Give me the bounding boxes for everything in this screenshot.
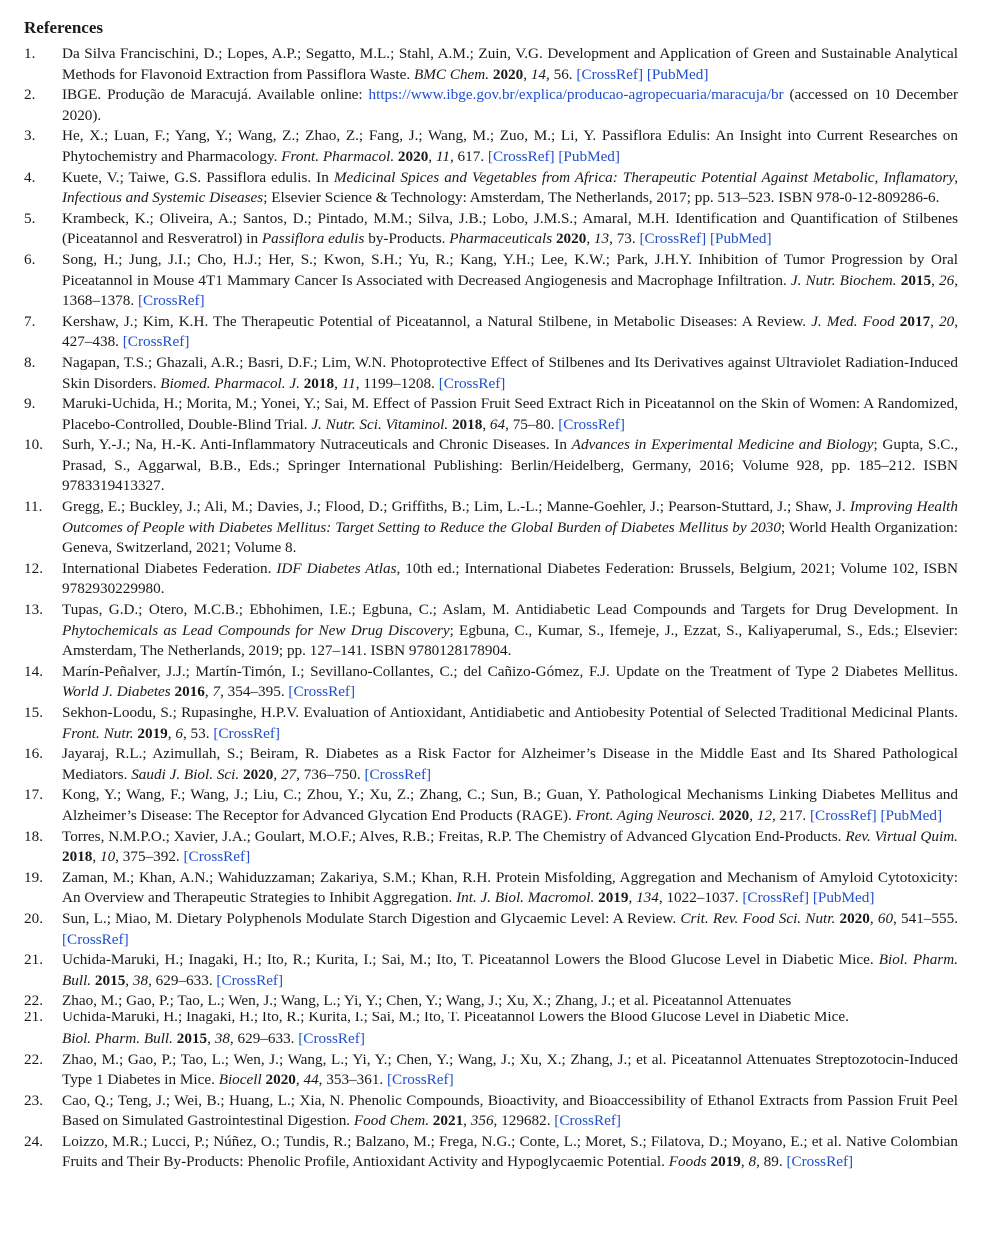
reference-item — [24, 662, 958, 703]
references-page — [24, 17, 958, 1173]
year-text: 2018 — [303, 374, 335, 392]
reference-text — [62, 1029, 958, 1050]
text-span: Kershaw, J.; Kim, K.H. The Therapeutic Potential of Piceatannol, a Natural Stilbene, in Metabolic Diseases: A Review. — [62, 312, 812, 330]
reference-number: 13. — [24, 601, 43, 619]
reference-number: 21. — [24, 951, 43, 969]
reference-item — [24, 827, 958, 868]
italic-text: 13 — [593, 230, 610, 248]
crossref-link[interactable]: [CrossRef] — [62, 930, 129, 948]
text-span: Kong, Y.; Wang, F.; Wang, J.; Liu, C.; Zhou, Y.; Xu, Z.; Zhang, C.; Sun, B.; Guan, Y. Pathological Mechanisms Linking Diabetes Mellitus and Alzheimer’s Disease: The Receptor for Advanced Glycation End Products (RAGE). — [62, 786, 958, 824]
reference-number: 10. — [24, 436, 43, 454]
text-span: , — [125, 971, 133, 989]
year-text: 2019 — [137, 724, 168, 742]
text-span: Kuete, V.; Taiwe, G.S. Passiflora edulis. In — [62, 168, 334, 186]
crossref-link[interactable]: [CrossRef] — [122, 333, 190, 351]
italic-text: IDF Diabetes Atlas — [276, 559, 397, 577]
reference-item — [24, 703, 958, 744]
text-span: , 53. — [182, 724, 214, 742]
text-span: , 1199–1208. — [355, 374, 439, 392]
crossref-link[interactable]: [CrossRef] — [487, 147, 555, 165]
text-span: He, X.; Luan, F.; Yang, Y.; Wang, Z.; Zhao, Z.; Fang, J.; Wang, M.; Zuo, M.; Li, Y. Passiflora Edulis: An Insight into Current Researches on Phytochemistry and Pharmacology. — [62, 127, 958, 165]
italic-text: Improving Health Outcomes of People with Diabetes Mellitus: Target Setting to Reduce the Global Burden of Diabetes Mellitus by 2030 — [62, 498, 958, 536]
italic-text: 38 — [132, 971, 149, 989]
italic-text: Phytochemicals as Lead Compounds for New Drug Discovery — [62, 621, 450, 639]
text-span: , — [92, 848, 100, 866]
reference-text — [62, 312, 958, 353]
italic-text: 14 — [530, 65, 547, 83]
year-text: 2015 — [94, 971, 126, 989]
reference-number — [24, 1029, 62, 1050]
reference-item — [24, 85, 958, 126]
text-span: Zhao, M.; Gao, P.; Tao, L.; Wen, J.; Wang, L.; Yi, Y.; Chen, Y.; Wang, J.; Xu, X.; Zhang, J.; et al. Piceatannol Attenuates — [62, 992, 792, 1010]
text-span: Sun, L.; Miao, M. Dietary Polyphenols Modulate Starch Digestion and Glycaemic Level: A Review. — [62, 909, 681, 927]
reference-number: 6. — [24, 250, 36, 268]
reference-item — [24, 1132, 958, 1173]
reference-item — [24, 744, 958, 785]
reference-item — [24, 909, 958, 950]
text-span: , — [428, 147, 436, 165]
text-span: , 73. — [609, 230, 640, 248]
reference-item — [24, 497, 958, 559]
year-text: 2017 — [899, 312, 931, 330]
reference-number: 1. — [24, 45, 36, 62]
reference-item — [24, 353, 958, 394]
reference-text — [62, 950, 958, 991]
italic-text: 20 — [939, 312, 955, 330]
reference-item — [24, 950, 958, 991]
text-span: Da Silva Francischini, D.; Lopes, A.P.; Segatto, M.L.; Stahl, A.M.; Zuin, V.G. Development and Application of Green and Sustainable Analytical Methods for Flavonoid Extraction from Passiflora Waste. — [62, 45, 958, 83]
year-text: 2018 — [62, 848, 93, 866]
reference-number: 20. — [24, 909, 43, 927]
italic-text: Medicinal Spices and Vegetables from Africa: Therapeutic Potential Against Metabolic, Inflamatory, Infectious and Systemic Diseases — [62, 168, 958, 207]
text-span: , — [740, 1153, 749, 1171]
crossref-link[interactable]: [CrossRef] — [364, 765, 432, 783]
reference-text — [62, 126, 958, 167]
text-span: Maruki-Uchida, H.; Morita, M.; Yonei, Y.; Sai, M. Effect of Passion Fruit Seed Extract Rich in Piceatannol on the Skin of Women: A Randomized, Placebo-Controlled, Double-Blind Trial. — [62, 395, 958, 433]
text-span: , 353–361. — [318, 1071, 387, 1089]
reference-number: 4. — [24, 168, 36, 186]
reference-item — [24, 1050, 958, 1091]
italic-text: 27 — [280, 765, 297, 783]
text-span: , 375–392. — [115, 848, 184, 866]
reference-text — [62, 827, 958, 868]
reference-text — [62, 353, 958, 394]
text-span: IBGE. Produção de Maracujá. Available online: — [62, 86, 369, 104]
reference-text — [62, 909, 958, 950]
text-span: , 1022–1037. — [658, 889, 743, 907]
reference-item — [24, 312, 958, 353]
italic-text: Crit. Rev. Food Sci. Nutr. — [680, 909, 836, 927]
reference-item — [24, 44, 958, 85]
crossref-link[interactable]: [CrossRef] — [554, 1112, 621, 1130]
text-span: Uchida-Maruki, H.; Inagaki, H.; Ito, R.; Kurita, I.; Sai, M.; Ito, T. Piceatannol Lowers the Blood Glucose Level in Diabetic Mice. — [62, 951, 879, 969]
crossref-link[interactable]: [CrossRef] — [786, 1153, 854, 1171]
text-span: Uchida-Maruki, H.; Inagaki, H.; Ito, R.; Kurita, I.; Sai, M.; Ito, T. Piceatannol Lowers the Blood Glucose Level in Diabetic Mice. — [62, 1011, 849, 1025]
text-span: , — [334, 374, 342, 392]
reference-item — [24, 1029, 958, 1050]
reference-number: 16. — [24, 745, 43, 763]
reference-text — [62, 435, 958, 497]
text-span: ; Egbuna, C., Kumar, S., Ifemeje, J., Ezzat, S., Kaliyaperumal, S., Eds.; Elsevier: Amsterdam, The Netherlands, 2019; pp. 127–141. ISBN 9780128178904. — [62, 621, 958, 660]
text-span: Sekhon-Loodu, S.; Rupasinghe, H.P.V. Evaluation of Antioxidant, Antidiabetic and Antiobesity Potential of Selected Traditional Medicinal Plants. — [62, 704, 958, 721]
reference-text — [62, 44, 958, 85]
italic-text: Biomed. Pharmacol. J. — [160, 374, 300, 392]
text-span: Gregg, E.; Buckley, J.; Ali, M.; Davies, J.; Flood, D.; Griffiths, B.; Lim, L.-L.; Manne-Goehler, J.; Pearson-Stuttard, J.; Shaw, J. — [62, 498, 850, 516]
text-span: Marín-Peñalver, J.J.; Martín-Timón, I.; Sevillano-Collantes, C.; del Cañizo-Gómez, F.J. Update on the Treatment of Type 2 Diabetes Mellitus. — [62, 662, 958, 680]
italic-text: BMC Chem. — [413, 65, 490, 83]
reference-text — [62, 250, 958, 312]
italic-text: Biol. Pharm. Bull. — [62, 1029, 173, 1047]
italic-text: 134 — [636, 889, 659, 907]
reference-number: 9. — [24, 395, 36, 413]
reference-text — [62, 868, 958, 909]
italic-text: 7 — [212, 683, 221, 701]
reference-text — [62, 600, 958, 662]
italic-text: Front. Pharmacol. — [281, 147, 395, 165]
text-span: , 217. — [772, 806, 810, 824]
text-span: , 56. — [546, 65, 577, 83]
pubmed-link[interactable]: [PubMed] — [709, 230, 772, 248]
year-text: 2020 — [397, 147, 429, 165]
year-text: 2020 — [265, 1071, 296, 1089]
year-text: 2021 — [432, 1112, 464, 1130]
reference-number: 11. — [24, 498, 43, 516]
reference-item — [24, 1091, 958, 1132]
text-span: Krambeck, K.; Oliveira, A.; Santos, D.; Pintado, M.M.; Silva, J.B.; Lobo, J.M.S.; Amaral, M.H. Identification and Quantification of Stilbenes (Piceatannol and Resveratrol) in — [62, 209, 958, 248]
crossref-link[interactable]: [CrossRef] — [438, 374, 506, 392]
references-heading: References — [24, 18, 103, 37]
reference-number: 23. — [24, 1091, 43, 1109]
reference-text — [62, 703, 958, 744]
reference-text — [62, 785, 958, 826]
text-span: , 736–750. — [296, 765, 365, 783]
crossref-link[interactable]: [CrossRef] — [387, 1071, 454, 1089]
reference-number: 22. — [24, 1050, 43, 1068]
crossref-link[interactable]: [CrossRef] — [216, 971, 284, 989]
text-span: Nagapan, T.S.; Ghazali, A.R.; Basri, D.F.; Lim, W.N. Photoprotective Effect of Stilbenes and Its Derivatives against Ultraviolet Radiation-Induced Skin Disorders. — [62, 353, 958, 392]
text-span: , — [586, 230, 594, 248]
italic-text: Foods — [668, 1153, 707, 1171]
text-span: Jayaraj, R.L.; Azimullah, S.; Beiram, R. Diabetes as a Risk Factor for Alzheimer’s Disease in the Middle East and Its Shared Pathological Mediators. — [62, 745, 958, 783]
year-text: 2015 — [176, 1029, 208, 1047]
reference-number: 21. — [24, 1011, 43, 1025]
text-span: Torres, N.M.P.O.; Xavier, J.A.; Goulart, M.O.F.; Alves, R.B.; Freitas, R.P. The Chemistry of Advanced Glycation End-Products. — [62, 827, 846, 845]
italic-text: Saudi J. Biol. Sci. — [131, 765, 240, 783]
text-span: Zaman, M.; Khan, A.N.; Wahiduzzaman; Zakariya, S.M.; Khan, R.H. Protein Misfolding, Aggregation and Mechanism of Amyloid Cytotoxicity: An Overview and Therapeutic Strategies to Inhibit Aggregation. — [62, 868, 958, 907]
reference-list — [24, 44, 958, 1173]
year-text: 2016 — [174, 683, 205, 701]
italic-text: Int. J. Biol. Macromol. — [456, 889, 595, 907]
text-span: , 629–633. — [229, 1029, 299, 1047]
reference-text — [62, 744, 958, 785]
italic-text: 6 — [175, 724, 183, 742]
text-span: ; Gupta, S.C., Prasad, S., Aggarwal, B.B., Eds.; Springer International Publishing: Berlin/Heidelberg, Germany, 2016; Volume 928, pp. 185–212. ISBN 9783319413327. — [62, 436, 959, 495]
italic-text: 356 — [470, 1112, 494, 1130]
text-span: , 354–395. — [220, 683, 289, 701]
text-span: , — [628, 889, 637, 907]
reference-number: 2. — [24, 86, 36, 104]
year-text: 2020 — [718, 806, 750, 824]
crossref-link[interactable]: [CrossRef] — [742, 889, 810, 907]
year-text: 2020 — [839, 909, 870, 927]
reference-number: 15. — [24, 704, 43, 721]
italic-text: J. Nutr. Sci. Vitaminol. — [311, 415, 449, 433]
text-span: , — [463, 1112, 471, 1130]
italic-text: Front. Aging Neurosci. — [575, 806, 716, 824]
reference-item — [24, 559, 958, 600]
italic-text: Rev. Virtual Quim. — [845, 827, 958, 845]
text-span: (accessed on 10 December 2020). — [62, 86, 959, 124]
reference-text — [62, 1132, 958, 1173]
year-text: 2018 — [451, 415, 483, 433]
crossref-link[interactable]: [CrossRef] — [298, 1029, 365, 1047]
text-span: Zhao, M.; Gao, P.; Tao, L.; Wen, J.; Wang, L.; Yi, Y.; Chen, Y.; Wang, J.; Xu, X.; Zhang, J.; et al. Piceatannol Attenuates Streptozotocin-Induced Type 1 Diabetes in Mice. — [62, 1050, 958, 1089]
text-span: , — [931, 271, 940, 289]
reference-text — [62, 497, 958, 559]
reference-text — [62, 1091, 958, 1132]
reference-item — [24, 250, 958, 312]
text-span: ; World Health Organization: Geneva, Switzerland, 2021; Volume 8. — [62, 518, 958, 557]
crossref-link[interactable]: [CrossRef] — [213, 724, 280, 742]
reference-number: 5. — [24, 209, 36, 227]
reference-text — [62, 662, 958, 703]
pubmed-link[interactable]: [PubMed] — [812, 889, 875, 907]
text-span: , — [749, 806, 757, 824]
italic-text: 38 — [214, 1029, 230, 1047]
text-span: , — [869, 909, 878, 927]
reference-text — [62, 168, 958, 209]
italic-text: 11 — [341, 374, 356, 392]
text-span: , — [930, 312, 940, 330]
text-span: Surh, Y.-J.; Na, H.-K. Anti-Inflammatory Nutraceuticals and Chronic Diseases. In — [62, 436, 572, 454]
reference-number: 3. — [24, 127, 36, 145]
reference-item — [24, 785, 958, 826]
reference-item — [24, 394, 958, 435]
text-span: , 75–80. — [505, 415, 559, 433]
reference-number: 8. — [24, 353, 36, 371]
text-span: , — [273, 765, 281, 783]
reference-number: 12. — [24, 559, 43, 577]
text-span: , — [207, 1029, 215, 1047]
crossref-link[interactable]: [CrossRef] — [137, 292, 205, 310]
italic-text: 26 — [939, 271, 955, 289]
reference-text — [62, 991, 958, 1012]
text-span: Cao, Q.; Teng, J.; Wei, B.; Huang, L.; Xia, N. Phenolic Compounds, Bioactivity, and Bioaccessibility of Ethanol Extracts from Passion Fruit Peel Based on Simulated Gastrointestinal Digestion. — [62, 1091, 958, 1130]
reference-item — [24, 126, 958, 167]
year-text: 2020 — [492, 65, 524, 83]
text-span: Loizzo, M.R.; Lucci, P.; Núñez, O.; Tundis, R.; Balzano, M.; Frega, N.G.; Conte, L.; Moret, S.; Filatova, D.; Moyano, E.; et al. Native Colombian Fruits and Their By-Products: Phenolic Profile, Antioxidant Activity and Hypoglycaemic Potential. — [62, 1132, 958, 1171]
italic-text: Biol. Pharm. Bull. — [62, 951, 958, 989]
italic-text: 64 — [489, 415, 506, 433]
reference-item — [24, 991, 958, 1012]
italic-text: Food Chem. — [353, 1112, 429, 1130]
pubmed-link[interactable]: [PubMed] — [646, 65, 709, 83]
italic-text: Advances in Experimental Medicine and Biology — [571, 436, 874, 454]
pubmed-link[interactable]: [PubMed] — [880, 806, 943, 824]
italic-text: Pharmaceuticals — [449, 230, 553, 248]
italic-text: Passiflora edulis — [261, 230, 365, 248]
reference-text — [62, 209, 958, 250]
italic-text: J. Med. Food — [811, 312, 895, 330]
reference-item — [24, 435, 958, 497]
text-span: , 427–438. — [62, 312, 959, 351]
reference-text — [62, 1012, 958, 1028]
text-span: International Diabetes Federation. — [62, 559, 277, 577]
text-span: , 1368–1378. — [62, 271, 959, 310]
text-span: , — [295, 1071, 304, 1089]
year-text: 2015 — [900, 271, 932, 289]
text-span: Song, H.; Jung, J.I.; Cho, H.J.; Her, S.; Kwon, S.H.; Yu, R.; Kang, Y.H.; Lee, K.W.; Park, J.H.Y. Inhibition of Tumor Progression by Oral Piceatannol in Mouse 4T1 Mammary Cancer Is Associated with Decreased Angiogenesis and Macrophage Infiltration. — [62, 250, 958, 289]
pubmed-link[interactable]: [PubMed] — [558, 147, 620, 165]
text-span: , 629–633. — [148, 971, 217, 989]
text-span: , — [482, 415, 490, 433]
year-text: 2019 — [598, 889, 629, 907]
reference-number: 7. — [24, 312, 36, 330]
year-text: 2019 — [710, 1153, 741, 1171]
reference-text — [62, 559, 958, 600]
text-span: Tupas, G.D.; Otero, M.C.B.; Ebhohimen, I.E.; Egbuna, C.; Aslam, M. Antidiabetic Lead Compounds and Targets for Drug Development. In — [62, 601, 958, 619]
text-span: ; Elsevier Science & Technology: Amsterdam, The Netherlands, 2017; pp. 513–523. ISBN 978-0-12-809286-6. — [263, 189, 940, 207]
text-span: , 541–555. — [893, 909, 958, 927]
reference-text — [62, 394, 958, 435]
reference-number: 24. — [24, 1132, 43, 1150]
text-span: , 89. — [756, 1153, 787, 1171]
reference-number: 18. — [24, 827, 43, 845]
year-text: 2020 — [555, 230, 587, 248]
reference-item — [24, 868, 958, 909]
reference-number: 22. — [24, 992, 43, 1010]
italic-text: Biocell — [218, 1071, 262, 1089]
crossref-link[interactable]: [CrossRef] — [288, 683, 356, 701]
reference-item — [24, 1012, 958, 1029]
italic-text: Front. Nutr. — [62, 724, 134, 742]
crossref-link[interactable]: [CrossRef] — [576, 65, 644, 83]
reference-item — [24, 168, 958, 209]
text-span: , — [523, 65, 531, 83]
reference-item — [24, 600, 958, 662]
italic-text: J. Nutr. Biochem. — [790, 271, 897, 289]
crossref-link[interactable]: [CrossRef] — [183, 848, 251, 866]
crossref-link[interactable]: [CrossRef] — [639, 230, 707, 248]
reference-number: 14. — [24, 662, 43, 680]
reference-number: 17. — [24, 786, 43, 804]
text-span: , — [204, 683, 213, 701]
url-link[interactable]: https://www.ibge.gov.br/explica/producao-agropecuaria/maracuja/br — [368, 86, 784, 104]
italic-text: 10 — [99, 848, 116, 866]
italic-text: World J. Diabetes — [62, 683, 171, 701]
text-span: , 10th ed.; International Diabetes Federation: Brussels, Belgium, 2021; Volume 102, ISBN 9782930229980. — [62, 559, 958, 598]
italic-text: 11 — [435, 147, 450, 165]
italic-text: 44 — [303, 1071, 319, 1089]
crossref-link[interactable]: [CrossRef] — [558, 415, 625, 433]
reference-number: 19. — [24, 868, 43, 886]
reference-item — [24, 209, 958, 250]
text-span: , 129682. — [493, 1112, 555, 1130]
italic-text: 12 — [756, 806, 773, 824]
italic-text: 8 — [748, 1153, 757, 1171]
text-span: , — [167, 724, 176, 742]
reference-text — [62, 1050, 958, 1091]
reference-text — [62, 85, 958, 126]
text-span: by-Products. — [364, 230, 450, 248]
italic-text: 60 — [877, 909, 894, 927]
text-span: , 617. — [449, 147, 488, 165]
crossref-link[interactable]: [CrossRef] — [810, 806, 877, 824]
year-text: 2020 — [242, 765, 274, 783]
